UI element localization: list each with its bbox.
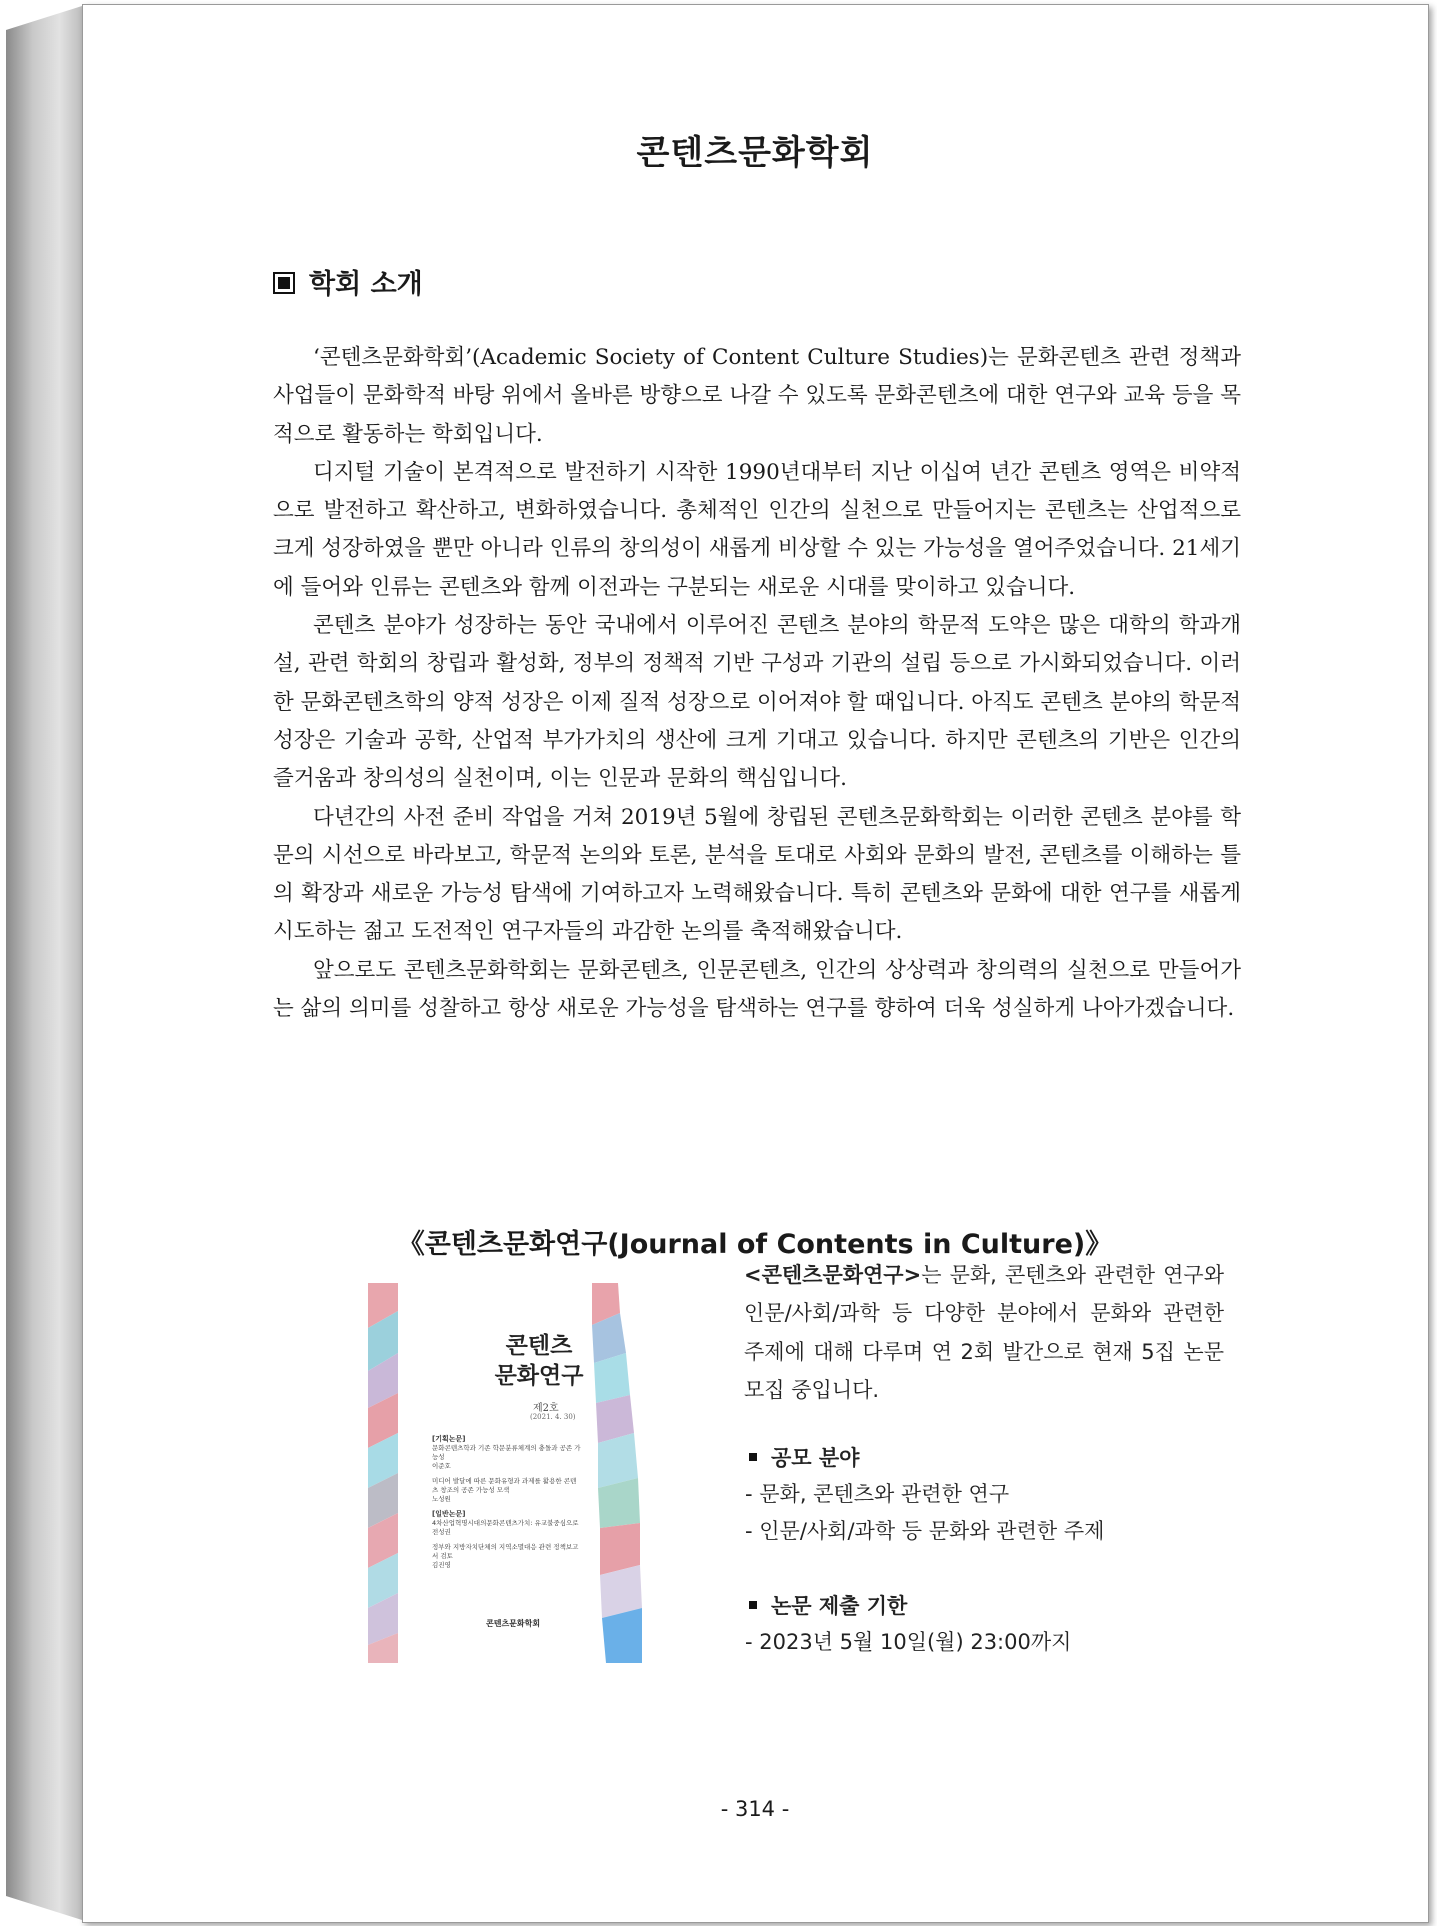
cover-publisher: 콘텐츠문화학회 (486, 1619, 541, 1628)
journal-description-rest: 는 문화, 콘텐츠와 관련한 연구와 인문/사회/과학 등 다양한 분야에서 문화와 관련한 주제에 대해 다루며 연 2회 발간으로 현재 5집 논문 모집 중입니다. (744, 1263, 1224, 1402)
deadline-heading (745, 1590, 1071, 1620)
cover-article-1: 문화콘텐츠학과 기존 학문분류체계의 충돌과 공존 가능성 (432, 1444, 581, 1461)
square-bullet-icon (273, 272, 295, 294)
paragraph-3: 콘텐츠 분야가 성장하는 동안 국내에서 이루어진 콘텐츠 분야의 학문적 도약은 많은 대학의 학과개설, 관련 학회의 창립과 활성화, 정부의 정책적 기반 구성과 기관의 설립 등으로 가시화되었습니다. 이러한 문화콘텐츠학의 양적 성장은 이제 질적 성장으로 이어져야 할 때입니다. 아직도 콘텐츠 분야의 학문적 성장은 기술과 공학, 산업적 부가가치의 생산에 크게 기대고 있습니다. 하지만 콘텐츠의 기반은 인간의 즐거움과 창의성의 실천이며, 이는 인문과 문화의 핵심입니다. (273, 613, 1241, 792)
journal-heading: 《콘텐츠문화연구(Journal of Contents in Culture)》 (397, 1229, 1113, 1260)
cover-article-list (432, 1435, 582, 1570)
cover-author-1: 이준호 (432, 1462, 451, 1470)
cover-author-3: 전성권 (432, 1528, 451, 1536)
cover-title-line-2: 문화연구 (494, 1363, 584, 1389)
cover-author-4: 김진영 (432, 1561, 451, 1569)
field-heading (745, 1442, 1104, 1472)
section-heading-text: 학회 소개 (309, 269, 423, 300)
book-spine (6, 6, 82, 1920)
page-title: 콘텐츠문화학회 (636, 133, 874, 173)
page-number: - 314 - (720, 1797, 790, 1821)
cover-author-2: 노성원 (432, 1495, 451, 1503)
intro-body (273, 339, 1241, 1028)
cover-article-3: 4차산업혁명시대의문화콘텐츠가치: 유교불중심으로 (432, 1519, 579, 1527)
cover-date: (2021. 4. 30) (530, 1413, 576, 1421)
paragraph-5: 앞으로도 콘텐츠문화학회는 문화콘텐츠, 인문콘텐츠, 인간의 상상력과 창의력의 실천으로 만들어가는 삶의 의미를 성찰하고 항상 새로운 가능성을 탐색하는 연구를 향하여 더욱 성실하게 나아가겠습니다. (273, 957, 1241, 1022)
paragraph-4: 다년간의 사전 준비 작업을 거쳐 2019년 5월에 창립된 콘텐츠문화학회는 이러한 콘텐츠 분야를 학문의 시선으로 바라보고, 학문적 논의와 토론, 분석을 토대로 사회와 문화의 발전, 콘텐츠를 이해하는 틀의 확장과 새로운 가능성 탐색에 기여하고자 노력해왔습니다. 특히 콘텐츠와 문화에 대한 연구를 새롭게 시도하는 젊고 도전적인 연구자들의 과감한 논의를 축적해왔습니다. (273, 804, 1241, 945)
cover-tag-2: [일반논문] (432, 1510, 466, 1518)
cover-tag-1: [기획논문] (432, 1435, 466, 1443)
field-item-2: - 인문/사회/과학 등 문화와 관련한 주제 (745, 1519, 1105, 1543)
paragraph-2: 디지털 기술이 본격적으로 발전하기 시작한 1990년대부터 지난 이십여 년간 콘텐츠 영역은 비약적으로 발전하고 확산하고, 변화하였습니다. 총체적인 인간의 실천으로 만들어지는 콘텐츠는 산업적으로 크게 성장하였을 뿐만 아니라 인류의 창의성이 새롭게 비상할 수 있는 가능성을 열어주었습니다. 21세기에 들어와 인류는 콘텐츠와 함께 이전과는 구분되는 새로운 시대를 맞이하고 있습니다. (273, 459, 1241, 600)
journal-description-text (744, 1256, 1224, 1409)
journal-description (744, 1256, 1224, 1409)
journal-cover-image (368, 1283, 642, 1663)
cover-title (484, 1331, 594, 1391)
deadline-item-1: - 2023년 5월 10일(월) 23:00까지 (745, 1630, 1072, 1654)
cover-article-2: 미디어 발달에 따른 문화유형과 과제를 활용한 콘텐츠 창조의 공존 가능성 모색 (432, 1477, 577, 1494)
cover-issue: 제2호 (533, 1403, 559, 1414)
deadline-section (745, 1590, 1071, 1661)
cover-article-4: 정부와 지방자치단체의 지역소멸대응 관련 정책보고서 검토 (432, 1543, 579, 1560)
deadline-heading-text: 논문 제출 기한 (771, 1594, 908, 1618)
paragraph-1: ‘콘텐츠문화학회’(Academic Society of Content Culture Studies)는 문화콘텐츠 관련 정책과 사업들이 문화학적 바탕 위에서 올바른 방향으로 나갈 수 있도록 문화콘텐츠에 대한 연구와 교육 등을 목적으로 활동하는 학회입니다. (273, 345, 1241, 447)
cover-title-line-1: 콘텐츠 (505, 1333, 573, 1359)
square-bullet-icon (749, 1601, 757, 1609)
square-bullet-icon (749, 1453, 757, 1461)
field-heading-text: 공모 분야 (771, 1446, 860, 1470)
section-heading (273, 262, 423, 301)
field-section (745, 1442, 1104, 1550)
journal-name-bold: <콘텐츠문화연구> (744, 1263, 922, 1287)
field-item-1: - 문화, 콘텐츠와 관련한 연구 (745, 1482, 1010, 1506)
